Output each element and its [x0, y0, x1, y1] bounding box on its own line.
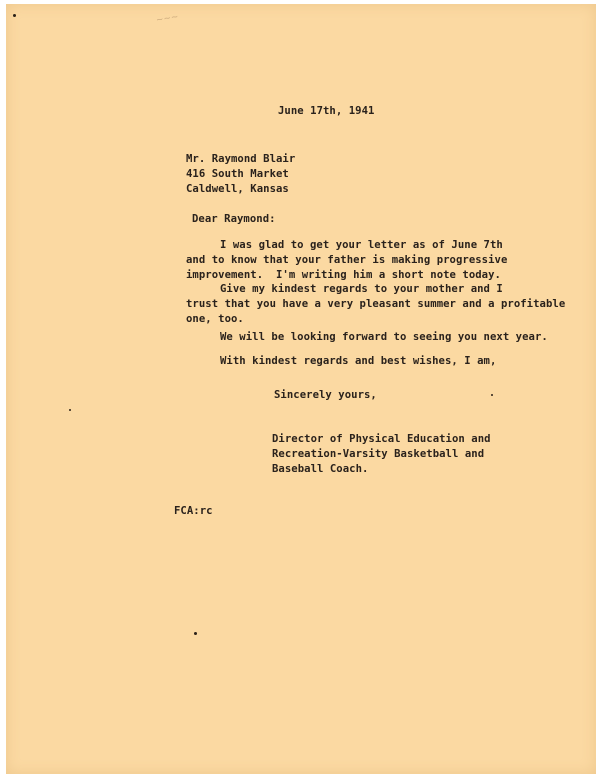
salutation: Dear Raymond: — [192, 213, 276, 225]
paragraph-line: one, too. — [186, 313, 244, 325]
reference-initials: FCA:rc — [174, 505, 213, 517]
signature-title-line: Baseball Coach. — [272, 463, 369, 475]
paragraph-line: Give my kindest regards to your mother and I — [220, 283, 503, 295]
letter-date: June 17th, 1941 — [278, 105, 375, 117]
letter-sheet — [6, 4, 596, 774]
signature-title-line: Recreation-Varsity Basketball and — [272, 448, 485, 460]
recipient-city: Caldwell, Kansas — [186, 183, 289, 195]
paragraph-line: and to know that your father is making progressive — [186, 254, 508, 266]
recipient-name: Mr. Raymond Blair — [186, 153, 296, 165]
paper-speck — [13, 14, 16, 17]
faint-stamp-mark: ~~~ — [155, 12, 180, 26]
paragraph-line: improvement. I'm writing him a short note today. — [186, 269, 501, 281]
paragraph-line: We will be looking forward to seeing you next year. — [220, 331, 548, 343]
paragraph-line: trust that you have a very pleasant summer and a profitable — [186, 298, 566, 310]
paragraph-line: With kindest regards and best wishes, I am, — [220, 355, 497, 367]
recipient-street: 416 South Market — [186, 168, 289, 180]
paper-speck — [491, 394, 493, 396]
signature-title-line: Director of Physical Education and — [272, 433, 491, 445]
closing: Sincerely yours, — [274, 389, 377, 401]
paragraph-line: I was glad to get your letter as of June 7th — [220, 239, 503, 251]
paper-speck — [69, 409, 71, 411]
paper-speck — [194, 632, 197, 635]
